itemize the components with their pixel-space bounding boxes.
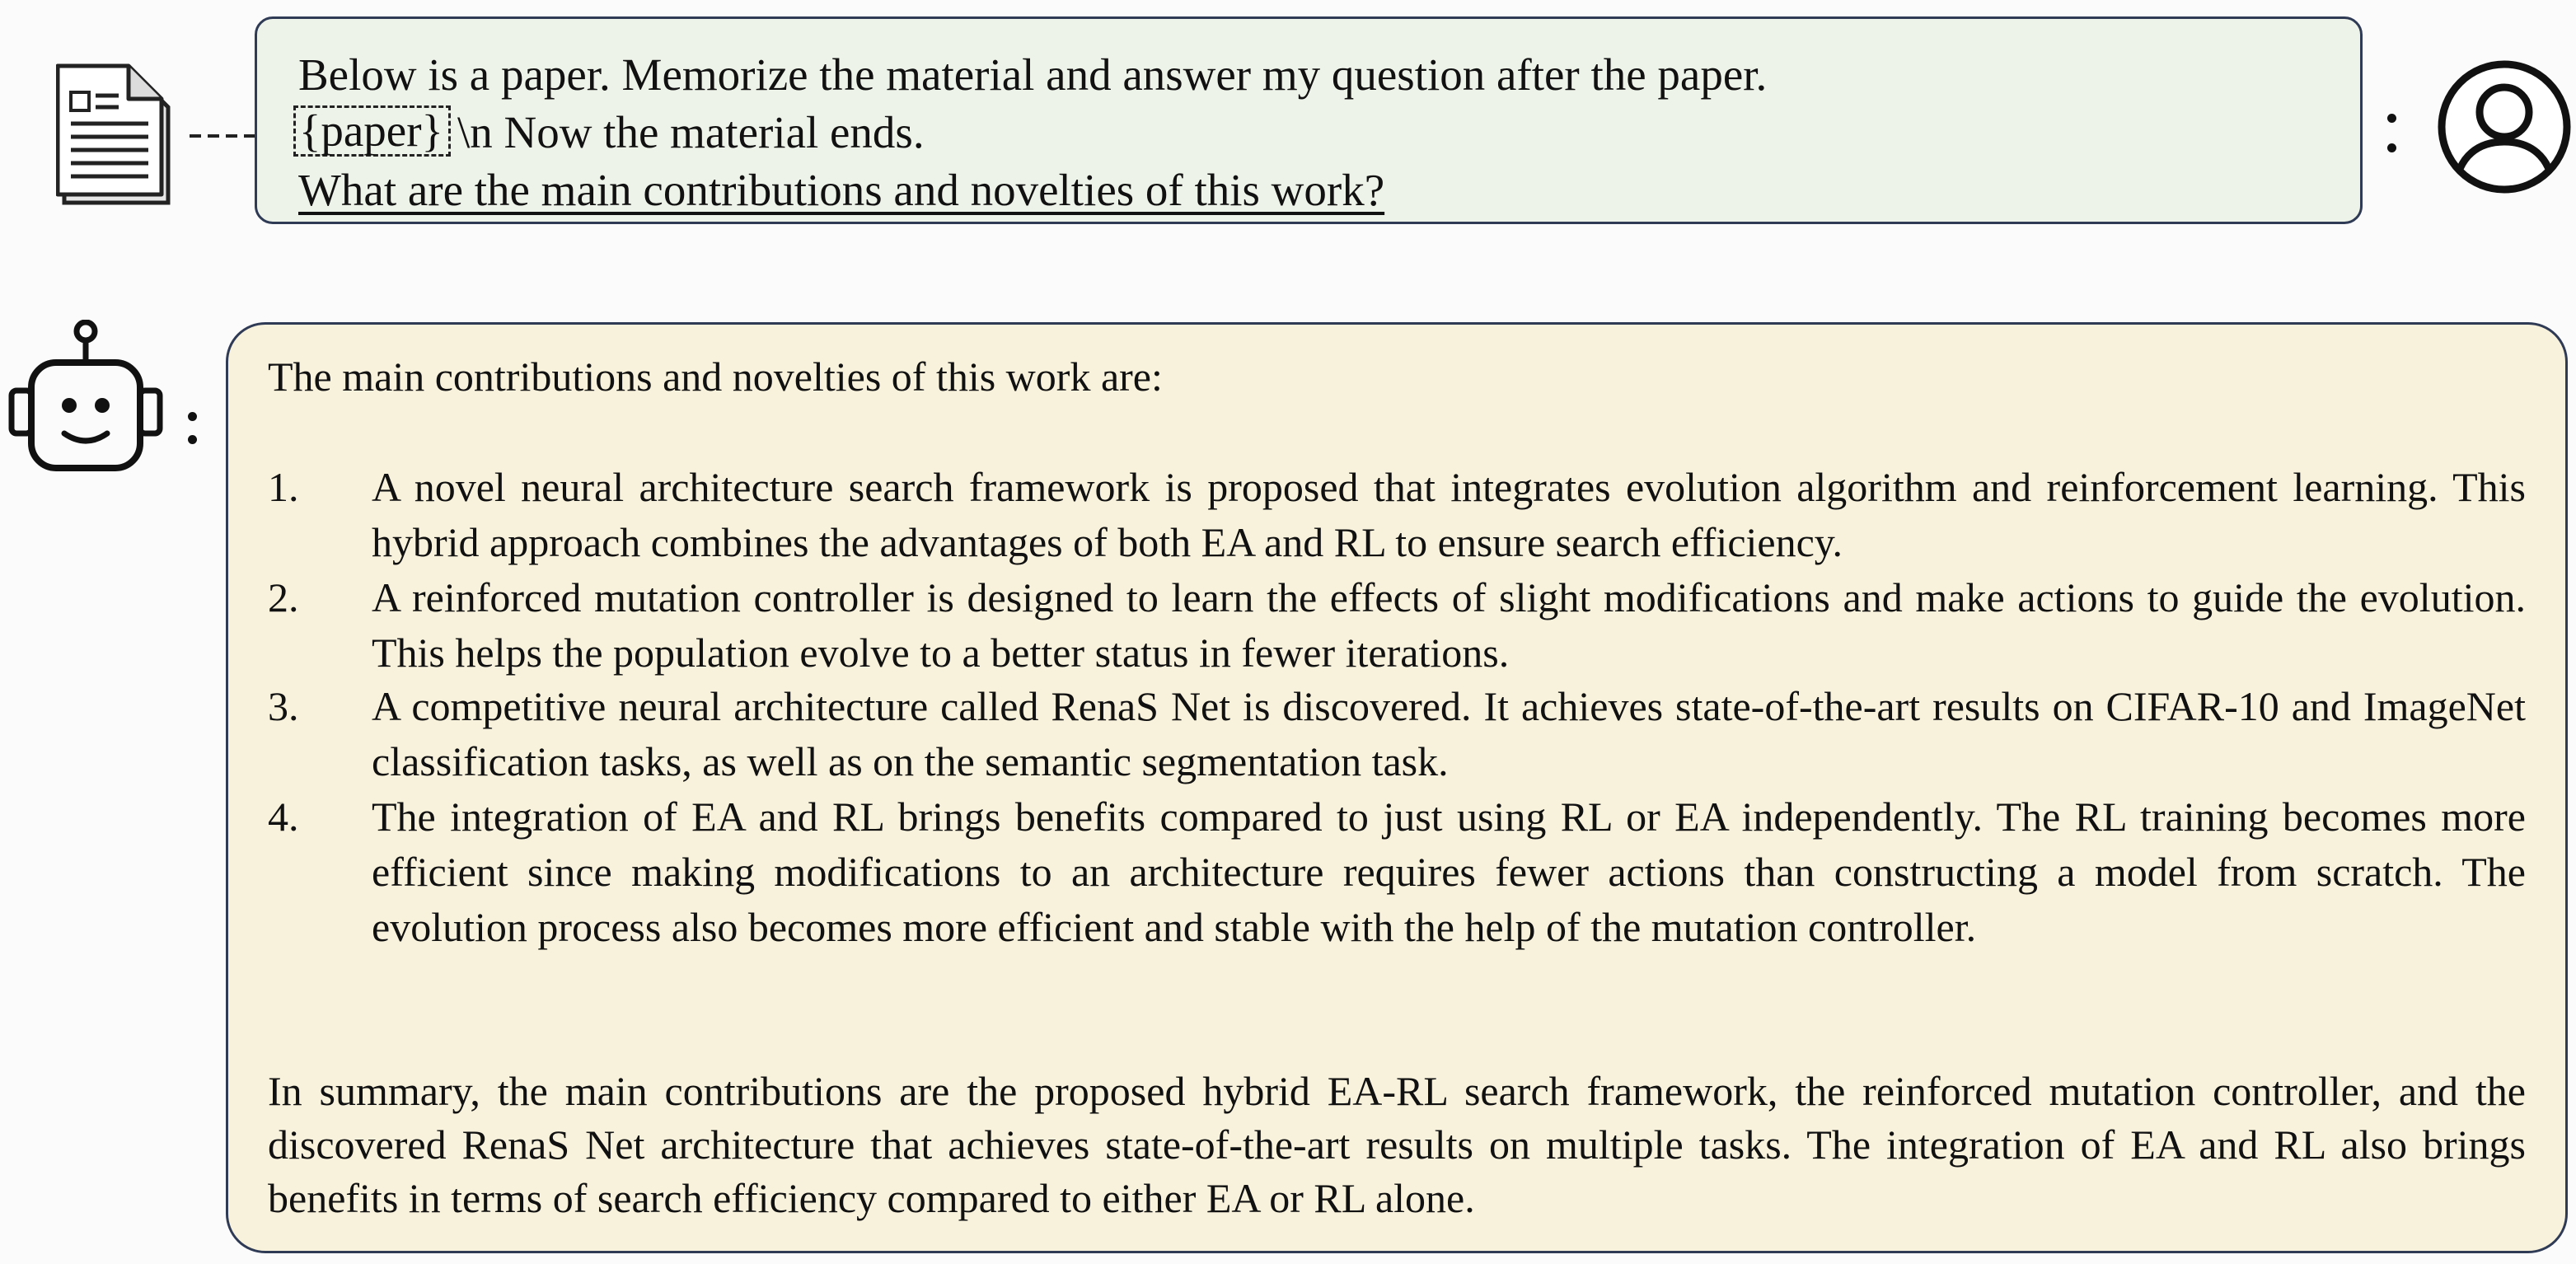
list-item bbox=[268, 460, 2526, 570]
prompt-line-2 bbox=[298, 105, 925, 161]
prompt-line-2-rest: \n Now the material ends. bbox=[457, 107, 925, 157]
prompt-question: What are the main contributions and novelties of this work? bbox=[298, 165, 1385, 215]
list-number: 3. bbox=[268, 683, 299, 729]
list-number: 4. bbox=[268, 794, 299, 840]
prompt-line-1: Below is a paper. Memorize the material and answer my question after the paper. bbox=[298, 49, 1768, 100]
list-item bbox=[268, 570, 2526, 681]
list-text: A reinforced mutation controller is designed to learn the effects of slight modifications and make actions to guide the evolution. This helps the population evolve to a better status in fewer iterations. bbox=[372, 574, 2526, 676]
list-item bbox=[268, 679, 2526, 789]
user-icon bbox=[2435, 58, 2574, 196]
robot-icon bbox=[3, 320, 168, 476]
list-text: The integration of EA and RL brings benefits compared to just using RL or EA independently. The RL training becomes more efficient since making modifications to an architecture requires fewer actions than constructing a model from scratch. The evolution process also becomes more efficient and stable with the help of the mutation controller. bbox=[372, 794, 2526, 950]
prompt-box bbox=[255, 16, 2363, 224]
list-number: 1. bbox=[268, 464, 299, 510]
response-box bbox=[226, 322, 2568, 1253]
paper-placeholder: {paper} bbox=[293, 105, 451, 157]
robot-colon bbox=[188, 412, 197, 445]
list-item bbox=[268, 789, 2526, 955]
response-summary: In summary, the main contributions are the proposed hybrid EA-RL search framework, the reinforced mutation controller, and the discovered RenaS Net architecture that achieves state-of-the-art results on multiple tasks. The integration of EA and RL also brings benefits in terms of search efficiency compared to either EA or RL alone. bbox=[268, 1068, 2526, 1221]
response-intro: The main contributions and novelties of this work are: bbox=[268, 353, 1163, 400]
list-number: 2. bbox=[268, 574, 299, 620]
user-colon bbox=[2387, 114, 2396, 155]
list-text: A competitive neural architecture called RenaS Net is discovered. It achieves state-of-the-art results on CIFAR-10 and ImageNet classification tasks, as well as on the semantic segmentation task. bbox=[372, 683, 2526, 784]
list-text: A novel neural architecture search framework is proposed that integrates evolution algorithm and reinforcement learning. This hybrid approach combines the advantages of both EA and RL to ensure search efficiency. bbox=[372, 464, 2526, 565]
document-icon bbox=[56, 63, 176, 209]
